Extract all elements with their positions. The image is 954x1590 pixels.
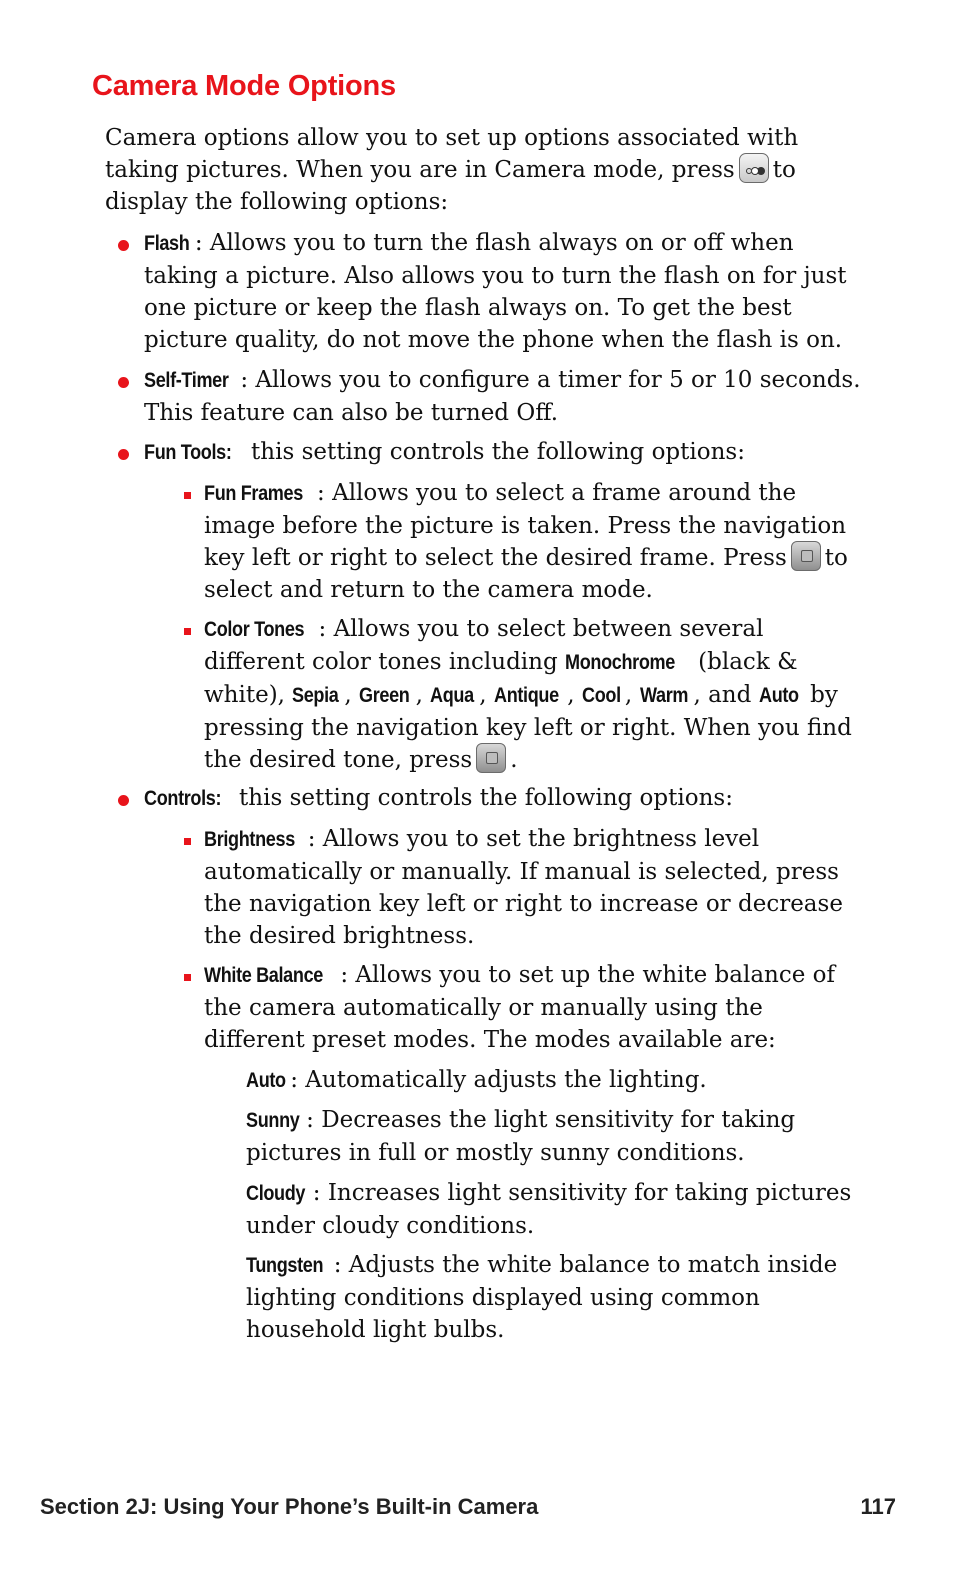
color-tones-text: , [567, 682, 582, 708]
color-tones-text: , [624, 682, 640, 708]
sub-item-color-tones [204, 613, 869, 776]
mode-cloudy-text: : Increases light sensitivity for taking pictures under cloudy conditions. [246, 1180, 852, 1239]
sub-item-white-balance [204, 959, 869, 1056]
tone-warm: Warm [639, 684, 688, 707]
color-tones-text: : Allows you to select between several different color tones including [204, 616, 764, 675]
bullet-dot-icon [118, 240, 129, 251]
page-number: 117 [860, 1494, 896, 1519]
fun-tools-text: this setting controls the following options: [243, 439, 745, 465]
mode-sunny [246, 1104, 871, 1169]
brightness-text: : Allows you to set the brightness level automatically or manually. If manual is selected, press the navigation key left or right to increase or decrease the desired brightness. [204, 826, 843, 949]
color-tones-text: , [344, 682, 359, 708]
bullet-dot-icon [118, 795, 129, 806]
fun-frames-text-2: to select and return to the camera mode. [204, 545, 848, 603]
tone-antique: Antique [493, 684, 559, 707]
tone-sepia: Sepia [292, 684, 339, 707]
tone-monochrome: Monochrome [565, 651, 675, 674]
flash-label: Flash [144, 232, 190, 255]
ok-key-icon [791, 541, 821, 571]
mode-sunny-label: Sunny [246, 1109, 300, 1132]
bullet-dot-icon [118, 377, 129, 388]
intro-text-2: to display the following options: [105, 157, 796, 215]
list-item-fun-tools [144, 436, 869, 469]
mode-auto [246, 1064, 871, 1097]
mode-cloudy [246, 1177, 871, 1242]
bullet-square-icon [184, 974, 191, 981]
list-item-self-timer [144, 364, 869, 429]
intro-paragraph [105, 122, 865, 218]
mode-tungsten [246, 1249, 871, 1346]
color-tones-text: , [415, 682, 431, 708]
color-tones-text: . [510, 747, 518, 773]
color-tones-text: by pressing the navigation key left or right. When you find the desired tone, press [204, 682, 852, 773]
menu-key-icon [739, 153, 769, 183]
self-timer-label: Self-Timer [144, 369, 229, 392]
mode-tungsten-text: : Adjusts the white balance to match inside lighting conditions displayed using common household light bulbs. [246, 1252, 838, 1343]
color-tones-text: , [479, 682, 494, 708]
sub-item-brightness [204, 823, 869, 952]
tone-cool: Cool [581, 684, 621, 707]
bullet-dot-icon [118, 449, 129, 460]
color-tones-label: Color Tones [204, 618, 305, 641]
brightness-label: Brightness [204, 828, 295, 851]
mode-sunny-text: : Decreases the light sensitivity for taking pictures in full or mostly sunny conditions. [246, 1107, 796, 1166]
fun-frames-text-1: : Allows you to select a frame around the image before the picture is taken. Press the navigation key left or right to select the desired frame. Press [204, 480, 847, 571]
fun-tools-label: Fun Tools: [144, 441, 232, 464]
color-tones-text: (black & white), [204, 649, 798, 708]
list-item-controls [144, 782, 869, 815]
tone-auto: Auto [758, 684, 799, 707]
tone-aqua: Aqua [430, 684, 475, 707]
fun-frames-label: Fun Frames [204, 482, 303, 505]
mode-tungsten-label: Tungsten [246, 1254, 324, 1277]
bullet-square-icon [184, 628, 191, 635]
intro-text-1: Camera options allow you to set up options associated with taking pictures. When you are in Camera mode, press [105, 125, 799, 183]
self-timer-text: : Allows you to configure a timer for 5 or 10 seconds. This feature can also be turned Off. [144, 367, 861, 426]
controls-text: this setting controls the following options: [231, 785, 733, 811]
mode-auto-label: Auto [246, 1069, 286, 1092]
page-title: Camera Mode Options [92, 70, 396, 102]
list-item-flash [144, 227, 869, 356]
white-balance-label: White Balance [204, 964, 323, 987]
white-balance-text: : Allows you to set up the white balance of the camera automatically or manually using the different preset modes. The modes available are: [204, 962, 836, 1053]
color-tones-text: , and [693, 682, 759, 708]
flash-text: : Allows you to turn the flash always on or off when taking a picture. Also allows you to turn the flash on for just one picture or keep the flash always on. To get the best picture quality, do not move the phone when the flash is on. [144, 230, 847, 353]
mode-auto-text: : Automatically adjusts the lighting. [290, 1067, 707, 1093]
controls-label: Controls: [144, 787, 222, 810]
sub-item-fun-frames [204, 477, 869, 606]
mode-cloudy-label: Cloudy [246, 1182, 306, 1205]
ok-key-icon [476, 743, 506, 773]
bullet-square-icon [184, 492, 191, 499]
tone-green: Green [358, 684, 410, 707]
footer-section-title: Section 2J: Using Your Phone’s Built-in Camera [40, 1494, 539, 1519]
bullet-square-icon [184, 838, 191, 845]
